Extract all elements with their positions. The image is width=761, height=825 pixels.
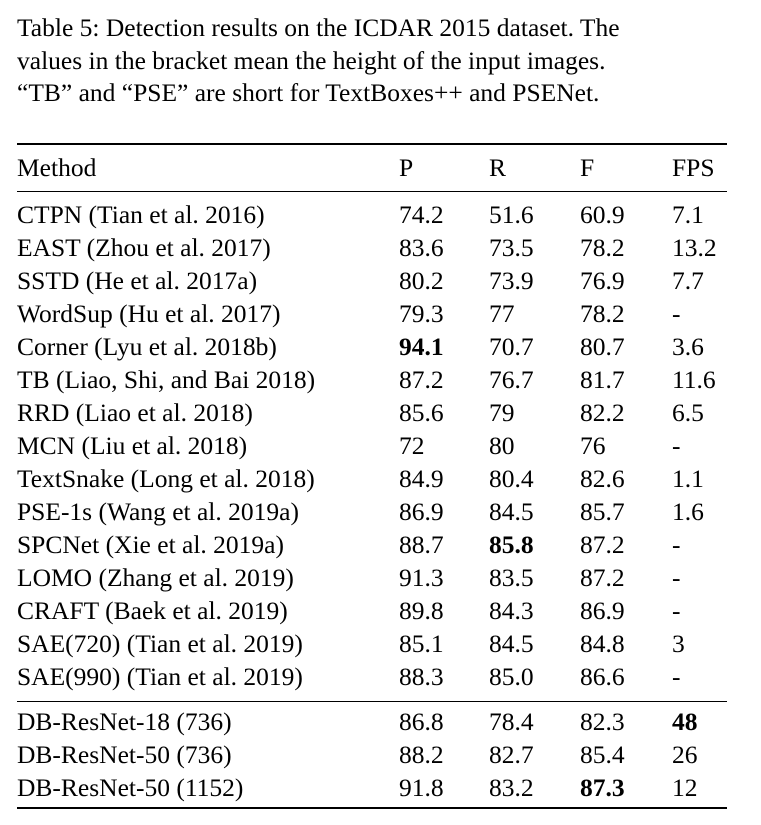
cell-fps: 26 <box>672 740 698 769</box>
cell-method: CRAFT (Baek et al. 2019) <box>17 596 288 625</box>
table-row <box>0 264 761 297</box>
cell-f: 85.7 <box>580 497 625 526</box>
cell-p: 80.2 <box>399 266 444 295</box>
cell-p: 79.3 <box>399 299 444 328</box>
table-row <box>0 705 761 738</box>
cell-r: 73.5 <box>489 233 534 262</box>
cell-r: 84.5 <box>489 497 534 526</box>
cell-fps: 13.2 <box>672 233 717 262</box>
table-row <box>0 462 761 495</box>
cell-f: 76 <box>580 431 606 460</box>
cell-method: SAE(720) (Tian et al. 2019) <box>17 629 303 658</box>
cell-method: CTPN (Tian et al. 2016) <box>17 200 265 229</box>
table-group-separator <box>17 701 727 702</box>
cell-p: 89.8 <box>399 596 444 625</box>
cell-r: 77 <box>489 299 515 328</box>
caption-line-2: values in the bracket mean the height of the input images. <box>17 45 606 75</box>
table-bottom-rule <box>17 807 727 809</box>
cell-f: 85.4 <box>580 740 625 769</box>
table-row <box>0 627 761 660</box>
cell-r: 83.2 <box>489 773 534 802</box>
cell-fps: 3 <box>672 629 685 658</box>
cell-r: 51.6 <box>489 200 534 229</box>
cell-method: DB-ResNet-50 (1152) <box>17 773 244 802</box>
caption-line-1: Table 5: Detection results on the ICDAR 2015 dataset. The <box>17 13 620 42</box>
cell-method: DB-ResNet-50 (736) <box>17 740 232 769</box>
cell-method: EAST (Zhou et al. 2017) <box>17 233 271 262</box>
cell-f: 60.9 <box>580 200 625 229</box>
cell-fps: - <box>672 596 681 625</box>
cell-f: 84.8 <box>580 629 625 658</box>
cell-r: 84.3 <box>489 596 534 625</box>
cell-method: TextSnake (Long et al. 2018) <box>17 464 315 493</box>
cell-p: 88.2 <box>399 740 444 769</box>
cell-f: 86.6 <box>580 662 625 691</box>
cell-p: 72 <box>399 431 425 460</box>
cell-r: 73.9 <box>489 266 534 295</box>
table-row <box>0 396 761 429</box>
cell-method: TB (Liao, Shi, and Bai 2018) <box>17 365 316 394</box>
cell-p: 83.6 <box>399 233 444 262</box>
table-row <box>0 738 761 771</box>
cell-fps: - <box>672 662 681 691</box>
cell-method: WordSup (Hu et al. 2017) <box>17 299 281 328</box>
cell-f: 78.2 <box>580 233 625 262</box>
cell-p: 88.7 <box>399 530 444 559</box>
caption-line-3: “TB” and “PSE” are short for TextBoxes++ and PSENet. <box>17 78 600 107</box>
cell-fps: - <box>672 431 681 460</box>
cell-fps: - <box>672 299 681 328</box>
cell-fps-best: 48 <box>672 707 698 736</box>
table-header-row <box>0 151 761 184</box>
table-row <box>0 198 761 231</box>
cell-fps: 7.1 <box>672 200 704 229</box>
table-row <box>0 528 761 561</box>
cell-f: 87.2 <box>580 530 625 559</box>
cell-p: 86.9 <box>399 497 444 526</box>
cell-p: 88.3 <box>399 662 444 691</box>
header-method: Method <box>17 153 97 182</box>
cell-r: 70.7 <box>489 332 534 361</box>
cell-r: 83.5 <box>489 563 534 592</box>
cell-fps: 11.6 <box>672 365 716 394</box>
cell-f: 82.6 <box>580 464 625 493</box>
table-row <box>0 561 761 594</box>
cell-fps: 1.1 <box>672 464 704 493</box>
cell-r: 84.5 <box>489 629 534 658</box>
header-fps: FPS <box>672 153 715 182</box>
cell-fps: 1.6 <box>672 497 704 526</box>
header-f: F <box>580 153 595 182</box>
table-row <box>0 771 761 804</box>
cell-method: DB-ResNet-18 (736) <box>17 707 232 736</box>
cell-p-best: 94.1 <box>399 332 444 361</box>
cell-f: 82.3 <box>580 707 625 736</box>
table-row <box>0 330 761 363</box>
cell-f: 76.9 <box>580 266 625 295</box>
header-p: P <box>399 153 414 182</box>
cell-r: 80 <box>489 431 515 460</box>
table-row <box>0 231 761 264</box>
cell-p: 91.8 <box>399 773 444 802</box>
table-row <box>0 297 761 330</box>
cell-r: 76.7 <box>489 365 534 394</box>
cell-r: 79 <box>489 398 515 427</box>
cell-f: 78.2 <box>580 299 625 328</box>
cell-method: PSE-1s (Wang et al. 2019a) <box>17 497 299 526</box>
cell-f: 81.7 <box>580 365 625 394</box>
cell-p: 84.9 <box>399 464 444 493</box>
cell-method: RRD (Liao et al. 2018) <box>17 398 253 427</box>
table-row <box>0 660 761 693</box>
cell-fps: 7.7 <box>672 266 704 295</box>
cell-f: 87.2 <box>580 563 625 592</box>
table-row <box>0 363 761 396</box>
cell-fps: - <box>672 530 681 559</box>
cell-p: 74.2 <box>399 200 444 229</box>
table-header-rule <box>17 191 727 192</box>
cell-method: LOMO (Zhang et al. 2019) <box>17 563 294 592</box>
cell-p: 91.3 <box>399 563 444 592</box>
cell-method: SAE(990) (Tian et al. 2019) <box>17 662 303 691</box>
cell-fps: - <box>672 563 681 592</box>
cell-f: 82.2 <box>580 398 625 427</box>
cell-f: 86.9 <box>580 596 625 625</box>
cell-r: 85.0 <box>489 662 534 691</box>
table-caption <box>17 12 732 110</box>
cell-method: Corner (Lyu et al. 2018b) <box>17 332 277 361</box>
cell-p: 85.6 <box>399 398 444 427</box>
cell-f: 80.7 <box>580 332 625 361</box>
cell-p: 86.8 <box>399 707 444 736</box>
cell-r-best: 85.8 <box>489 530 534 559</box>
cell-p: 85.1 <box>399 629 444 658</box>
cell-fps: 6.5 <box>672 398 704 427</box>
cell-p: 87.2 <box>399 365 444 394</box>
table-row <box>0 429 761 462</box>
cell-fps: 12 <box>672 773 698 802</box>
table-row <box>0 594 761 627</box>
cell-method: MCN (Liu et al. 2018) <box>17 431 248 460</box>
cell-r: 78.4 <box>489 707 534 736</box>
table-top-rule <box>17 143 727 145</box>
table-row <box>0 495 761 528</box>
header-r: R <box>489 153 507 182</box>
cell-method: SSTD (He et al. 2017a) <box>17 266 258 295</box>
cell-r: 80.4 <box>489 464 534 493</box>
cell-method: SPCNet (Xie et al. 2019a) <box>17 530 284 559</box>
cell-r: 82.7 <box>489 740 534 769</box>
cell-fps: 3.6 <box>672 332 704 361</box>
cell-f-best: 87.3 <box>580 773 625 802</box>
